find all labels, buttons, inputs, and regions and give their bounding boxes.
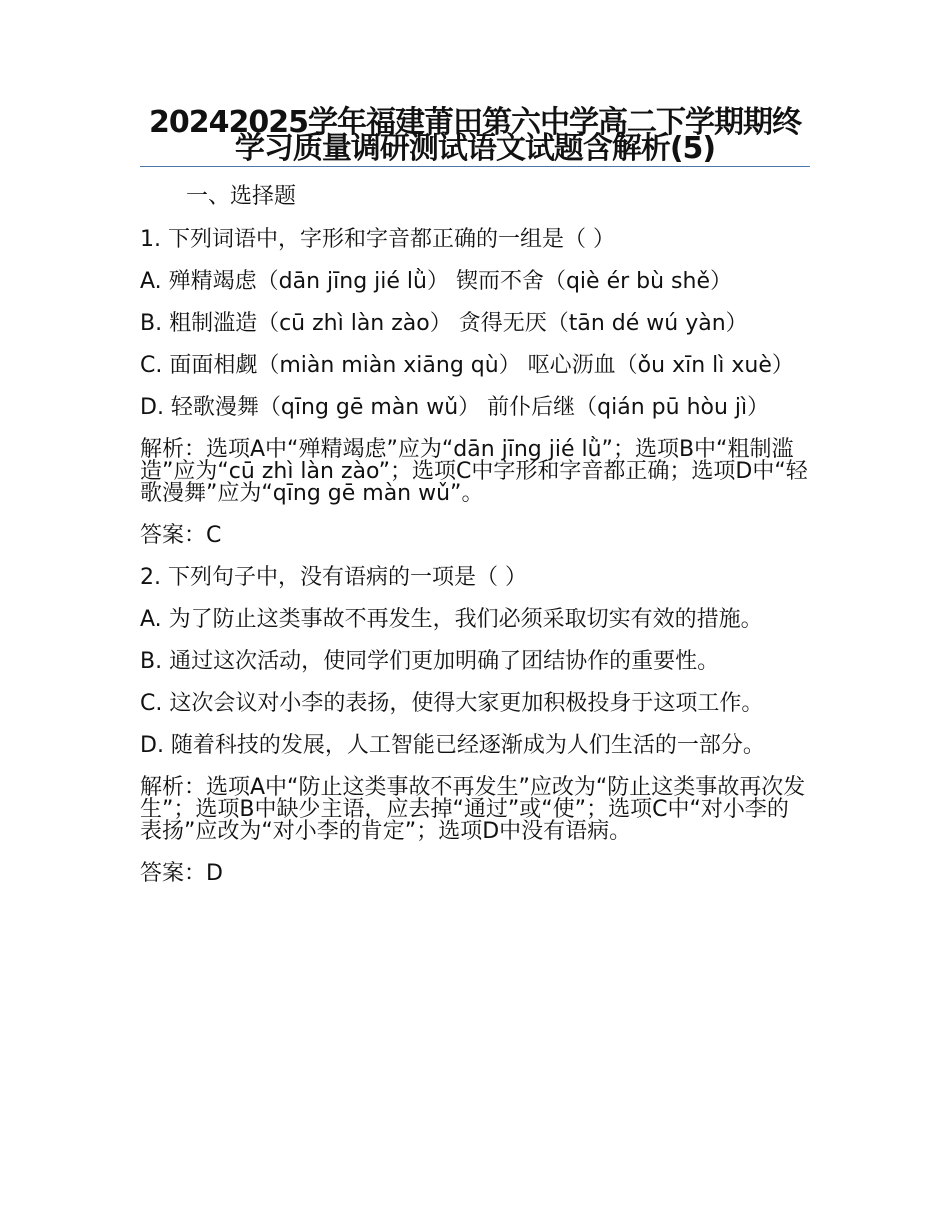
question-stem: 2. 下列句子中，没有语病的一项是（ ） (140, 565, 527, 590)
question-answer: 答案：D (140, 861, 223, 886)
question-2 (140, 567, 810, 885)
question-analysis: 解析：选项A中“殚精竭虑”应为“dān jīng jié lǜ”；选项B中“粗制滥造”应为“cū zhì làn zào”；选项C中字形和字音都正确；选项D中“轻歌漫舞”应为“qīng gē màn wǔ”。 (140, 437, 808, 506)
question-stem: 1. 下列词语中，字形和字音都正确的一组是（ ） (140, 227, 615, 252)
question-option-d: D. 轻歌漫舞（qīng gē màn wǔ） 前仆后继（qián pū hòu jì） (140, 395, 770, 420)
question-answer: 答案：C (140, 523, 222, 548)
question-option-c: C. 这次会议对小李的表扬，使得大家更加积极投身于这项工作。 (140, 691, 764, 716)
document-title: 20242025学年福建莆田第六中学高二下学期期终学习质量调研测试语文试题含解析(5) (149, 105, 801, 166)
question-option-b: B. 粗制滥造（cū zhì làn zào） 贪得无厌（tān dé wú yàn） (140, 311, 748, 336)
question-option-b: B. 通过这次活动，使同学们更加明确了团结协作的重要性。 (140, 649, 720, 674)
title-divider (140, 166, 810, 167)
document-page (140, 100, 810, 905)
question-option-a: A. 为了防止这类事故不再发生，我们必须采取切实有效的措施。 (140, 607, 763, 632)
question-option-d: D. 随着科技的发展，人工智能已经逐渐成为人们生活的一部分。 (140, 733, 765, 758)
question-option-a: A. 殚精竭虑（dān jīng jié lǜ） 锲而不舍（qiè ér bù shě） (140, 269, 732, 294)
question-analysis: 解析：选项A中“防止这类事故不再发生”应改为“防止这类事故再次发生”；选项B中缺少主语，应去掉“通过”或“使”；选项C中“对小李的表扬”应改为“对小李的肯定”；选项D中没有语病。 (140, 775, 806, 844)
section-heading: 一、选择题 (186, 184, 297, 209)
question-option-c: C. 面面相觑（miàn miàn xiāng qù） 呕心沥血（ǒu xīn lì xuè） (140, 353, 794, 378)
question-1 (140, 229, 810, 547)
